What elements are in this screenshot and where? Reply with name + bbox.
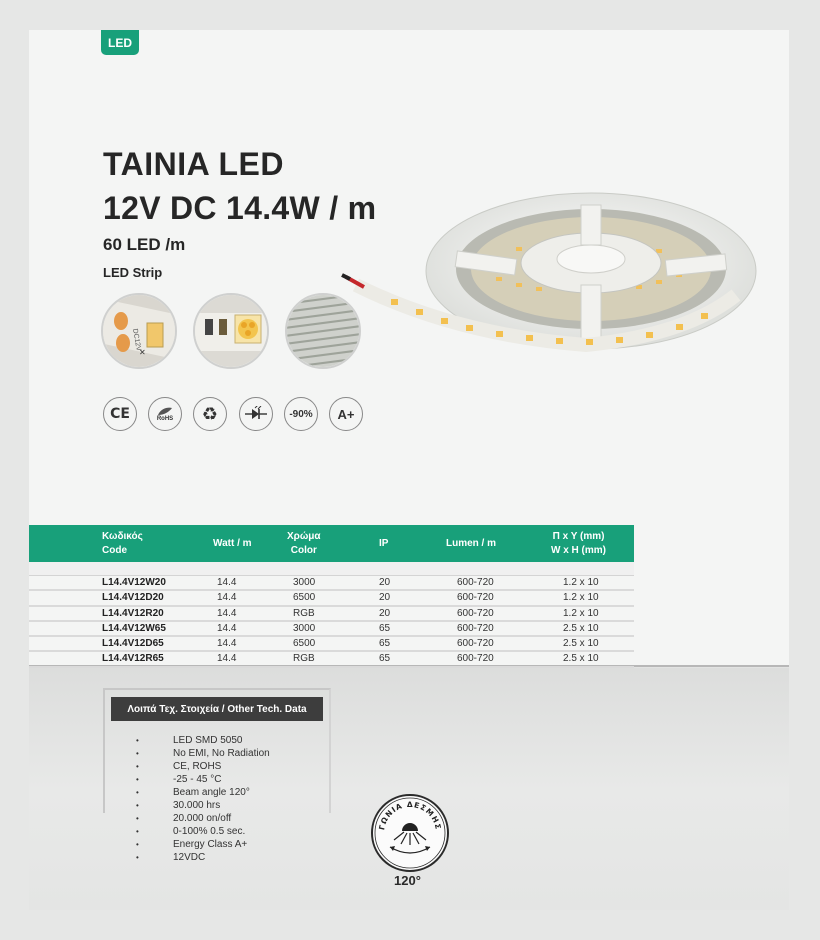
table-row <box>29 652 634 667</box>
watt-cell: 14.4 <box>217 607 237 619</box>
watt-cell: 14.4 <box>217 638 237 650</box>
led-density: 60 LED /m <box>103 235 186 254</box>
product-spec-title: 12V DC 14.4W / m <box>103 190 377 226</box>
code-cell: L14.4V12W20 <box>102 577 166 588</box>
svg-text:DC12V: DC12V <box>131 328 142 352</box>
table-header <box>29 525 634 562</box>
table-row <box>29 591 634 606</box>
ip-cell: 20 <box>379 607 391 619</box>
color-cell: RGB <box>293 653 315 665</box>
code-cell: L14.4V12R65 <box>102 653 164 665</box>
dimensions-cell: 1.2 x 10 <box>563 577 599 588</box>
energy-saving-icon: -90% <box>284 397 318 431</box>
dimensions-cell: 1.2 x 10 <box>563 607 599 619</box>
tech-data-item: • No EMI, No Radiation <box>135 747 270 760</box>
tech-data-item: • LED SMD 5050 <box>135 734 270 747</box>
lumen-cell: 600-720 <box>457 622 494 634</box>
color-cell: 6500 <box>293 638 316 650</box>
ip-cell: 65 <box>379 653 391 665</box>
recycle-icon: ♻ <box>193 397 227 431</box>
beam-angle-value: 120° <box>394 873 421 888</box>
spec-table <box>29 525 634 668</box>
ip-cell: 20 <box>379 577 391 588</box>
table-spacer <box>29 562 634 576</box>
color-cell: 3000 <box>293 622 316 634</box>
tech-data-item: • -25 - 45 °C <box>135 773 270 786</box>
col-color-header: Χρώμα Color <box>287 530 321 556</box>
code-cell: L14.4V12D65 <box>102 638 164 650</box>
watt-cell: 14.4 <box>217 577 237 588</box>
ip-cell: 65 <box>379 622 391 634</box>
tech-data-item: • 12VDC <box>135 851 270 864</box>
tech-data-item: • CE, ROHS <box>135 760 270 773</box>
beam-ring-text: ΓΩΝΙΑ ΔΕΣΜΗΣ <box>377 799 443 831</box>
product-title: TAINIA LED <box>103 146 284 182</box>
ip-cell: 20 <box>379 592 391 604</box>
col-watt-header: Watt / m <box>213 537 252 549</box>
lumen-cell: 600-720 <box>457 638 494 650</box>
category-badge: LED <box>101 30 139 55</box>
table-row <box>29 576 634 591</box>
lumen-cell: 600-720 <box>457 592 494 604</box>
watt-cell: 14.4 <box>217 622 237 634</box>
color-cell: 3000 <box>293 577 316 588</box>
tech-data-item: • 0-100% 0.5 sec. <box>135 825 270 838</box>
tech-data-heading: Λοιπά Τεχ. Στοιχεία / Other Tech. Data <box>111 697 323 721</box>
thumbnail-strip-closeup <box>101 293 177 369</box>
tech-data-item: • Energy Class A+ <box>135 838 270 851</box>
watt-cell: 14.4 <box>217 653 237 665</box>
product-subtitle: LED Strip <box>103 265 163 280</box>
color-cell: RGB <box>293 607 315 619</box>
dimensions-cell: 1.2 x 10 <box>563 592 599 604</box>
dimensions-cell: 2.5 x 10 <box>563 638 599 650</box>
lumen-cell: 600-720 <box>457 577 494 588</box>
color-cell: 6500 <box>293 592 316 604</box>
rohs-leaf-icon: RoHS <box>148 397 182 431</box>
ip-cell: 65 <box>379 638 391 650</box>
ce-mark-icon: CE <box>103 397 137 431</box>
dimensions-cell: 2.5 x 10 <box>563 622 599 634</box>
table-row <box>29 607 634 622</box>
col-dimensions-header: Π x Y (mm) W x H (mm) <box>551 530 606 556</box>
led-diode-icon <box>239 397 273 431</box>
tech-data-item: • Beam angle 120° <box>135 786 270 799</box>
code-cell: L14.4V12W65 <box>102 622 166 634</box>
code-cell: L14.4V12R20 <box>102 607 164 619</box>
col-lumen-header: Lumen / m <box>446 537 497 549</box>
table-row <box>29 622 634 637</box>
dimensions-cell: 2.5 x 10 <box>563 653 599 665</box>
tech-data-item: • 20.000 on/off <box>135 812 270 825</box>
tech-data-item: • 30.000 hrs <box>135 799 270 812</box>
col-ip-header: IP <box>379 537 389 549</box>
lumen-cell: 600-720 <box>457 607 494 619</box>
thumbnail-smd-chip <box>193 293 269 369</box>
code-cell: L14.4V12D20 <box>102 592 164 604</box>
beam-angle-icon <box>370 793 450 873</box>
watt-cell: 14.4 <box>217 592 237 604</box>
led-strip-reel-image <box>336 185 766 360</box>
col-code-header: Κωδικός Code <box>102 530 143 556</box>
energy-class-icon: A+ <box>329 397 363 431</box>
table-row <box>29 637 634 652</box>
svg-text:✕: ✕ <box>139 348 146 357</box>
tech-data-list <box>135 734 270 864</box>
lumen-cell: 600-720 <box>457 653 494 665</box>
